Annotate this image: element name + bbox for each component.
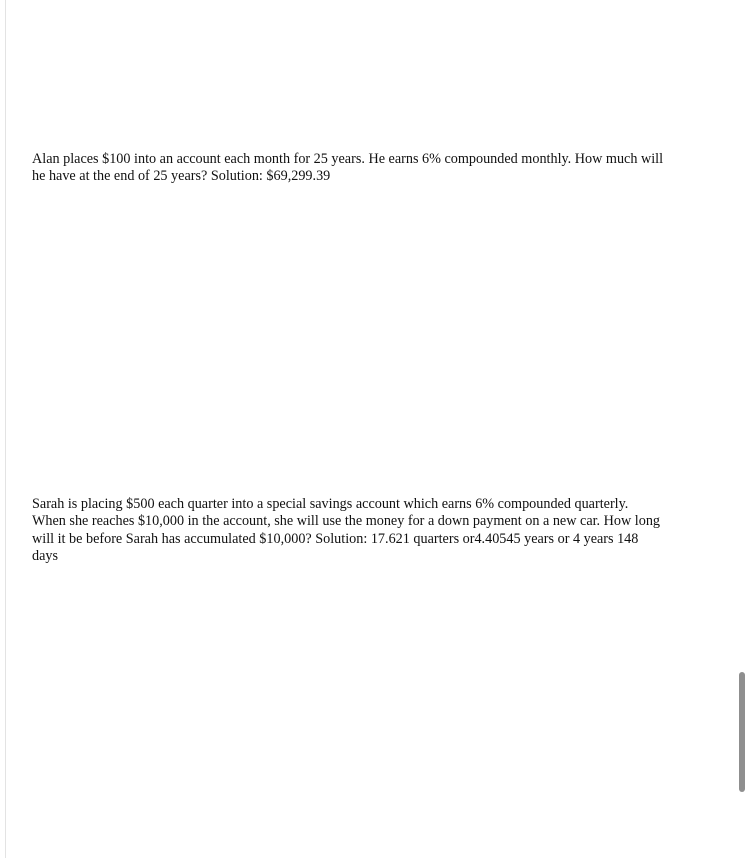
problem-paragraph-sarah: Sarah is placing $500 each quarter into a special savings account which earns 6% compounded quarterly. When she reaches $10,000 in the account, she will use the money for a down payment on a new car. How long will it be before Sarah has accumulated $10,000? Solution: 17.621 quarters or4.40545 years or 4 years 148 days — [32, 496, 661, 564]
problem-paragraph-alan: Alan places $100 into an account each month for 25 years. He earns 6% compounded monthly. How much will he have at the end of 25 years? Solution: $69,299.39 — [32, 151, 664, 185]
document-page — [5, 0, 738, 858]
scrollbar-thumb[interactable] — [739, 672, 745, 792]
vertical-scrollbar[interactable] — [738, 0, 750, 858]
